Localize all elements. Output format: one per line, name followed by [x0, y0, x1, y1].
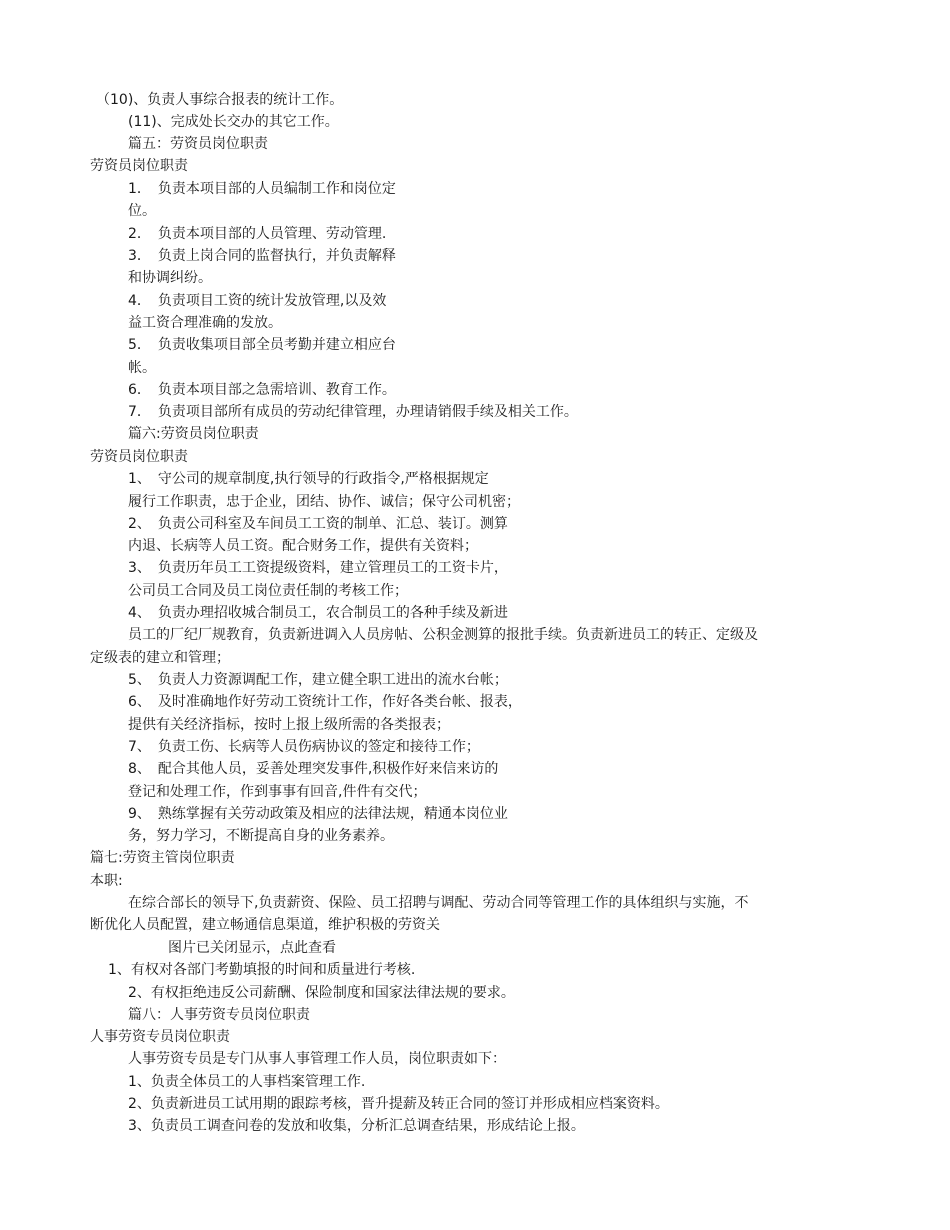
text-line: 履行工作职责，忠于企业，团结、协作、诚信；保守公司机密；	[128, 494, 520, 510]
list-item: 7． 负责项目部所有成员的劳动纪律管理，办理请销假手续及相关工作。	[128, 404, 578, 420]
list-item: 6． 负责本项目部之急需培训、教育工作。	[128, 382, 396, 398]
list-item: 4． 负责项目工资的统计发放管理,以及效	[128, 293, 387, 309]
text-line: 登记和处理工作，作到事事有回音,件件有交代；	[128, 784, 427, 800]
section-title: 人事劳资专员岗位职责	[90, 1029, 230, 1045]
list-item: 2、 负责公司科室及车间员工工资的制单、汇总、装订。测算	[128, 516, 508, 532]
list-item: 2、有权拒绝违反公司薪酬、保险制度和国家法律法规的要求。	[128, 985, 515, 1001]
text-line: 员工的厂纪厂规教育，负责新进调入人员房帖、公积金测算的报批手续。负责新进员工的转正、定级及	[128, 627, 758, 643]
text-line: （10)、负责人事综合报表的统计工作。	[96, 92, 344, 108]
text-line: 位。	[128, 203, 156, 219]
list-item: 4、 负责办理招收城合制员工，农合制员工的各种手续及新进	[128, 605, 508, 621]
section-title: 劳资员岗位职责	[90, 158, 188, 174]
list-item: 1、 守公司的规章制度,执行领导的行政指令,严格根据规定	[128, 471, 489, 487]
list-item: 5、 负责人力资源调配工作，建立健全职工进出的流水台帐；	[128, 672, 508, 688]
text-line: 在综合部长的领导下,负责薪资、保险、员工招聘与调配、劳动合同等管理工作的具体组织与实施，不	[128, 895, 749, 911]
text-line: 公司员工合同及员工岗位责任制的考核工作；	[128, 583, 408, 599]
text-line: (11)、完成处长交办的其它工作。	[128, 114, 339, 130]
text-line: 断优化人员配置，建立畅通信息渠道，维护积极的劳资关	[90, 917, 440, 933]
list-item: 8、 配合其他人员，妥善处理突发事件,积极作好来信来访的	[128, 761, 499, 777]
list-item: 6、 及时准确地作好劳动工资统计工作，作好各类台帐、报表，	[128, 694, 522, 710]
list-item: 1、有权对各部门考勤填报的时间和质量进行考核.	[108, 962, 416, 978]
text-line: 提供有关经济指标，按时上报上级所需的各类报表；	[128, 717, 450, 733]
text-line: 帐。	[128, 360, 156, 376]
section-heading: 篇六:劳资员岗位职责	[128, 426, 259, 442]
text-line: 内退、长病等人员工资。配合财务工作，提供有关资料；	[128, 538, 478, 554]
list-item: 3． 负责上岗合同的监督执行，并负责解释	[128, 248, 396, 264]
list-item: 2． 负责本项目部的人员管理、劳动管理.	[128, 226, 387, 242]
text-line: 人事劳资专员是专门从事人事管理工作人员，岗位职责如下：	[128, 1051, 506, 1067]
text-line: 务，努力学习，不断提高自身的业务素养。	[128, 828, 394, 844]
list-item: 7、 负责工伤、长病等人员伤病协议的签定和接待工作；	[128, 739, 480, 755]
section-heading: 篇五：劳资员岗位职责	[128, 136, 268, 152]
text-line: 定级表的建立和管理；	[90, 650, 230, 666]
section-title: 劳资员岗位职责	[90, 449, 188, 465]
list-item: 3、负责员工调查问卷的发放和收集，分析汇总调查结果，形成结论上报。	[128, 1118, 585, 1134]
list-item: 3、 负责历年员工工资提级资料，建立管理员工的工资卡片，	[128, 560, 508, 576]
list-item: 2、负责新进员工试用期的跟踪考核，晋升提薪及转正合同的签订并形成相应档案资料。	[128, 1096, 669, 1112]
text-line: 和协调纠纷。	[128, 270, 212, 286]
image-placeholder-link[interactable]: 图片已关闭显示，点此查看	[168, 940, 336, 956]
text-line: 本职:	[90, 873, 123, 889]
list-item: 9、 熟练掌握有关劳动政策及相应的法律法规，精通本岗位业	[128, 806, 508, 822]
text-line: 益工资合理准确的发放。	[128, 315, 282, 331]
list-item: 1、负责全体员工的人事档案管理工作.	[128, 1074, 366, 1090]
section-heading: 篇八：人事劳资专员岗位职责	[128, 1007, 310, 1023]
list-item: 1． 负责本项目部的人员编制工作和岗位定	[128, 181, 396, 197]
section-heading: 篇七:劳资主管岗位职责	[90, 850, 235, 866]
list-item: 5． 负责收集项目部全员考勤并建立相应台	[128, 337, 396, 353]
